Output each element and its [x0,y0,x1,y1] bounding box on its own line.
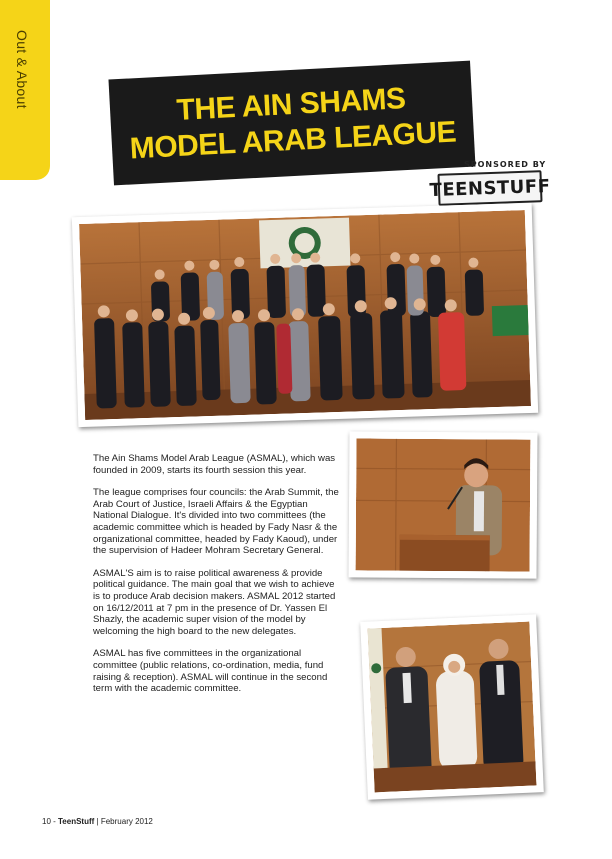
title-line-2: MODEL ARAB LEAGUE [129,115,457,166]
teenstuff-logo: TEENSTUFF [437,170,542,206]
section-tab [0,0,50,180]
article-title-banner [108,61,475,186]
footer-separator: | [94,817,101,826]
page-footer [42,817,153,826]
article-body [93,453,339,706]
page-number: 10 - [42,817,59,826]
speaker-photo [348,431,537,578]
paragraph-4: ASMAL has five committees in the organizational committee (public relations, co-ordination, media, fund raising & reception). ASMAL will continue in the second term with the academic committee. [93,648,328,695]
paragraph-2: The league comprises four councils: the Arab Summit, the Arab Court of Justice, Israeli Affairs & the Egyptian National Dialogue. It's divided into two committees (the academic committee which is headed by Fady Nasr & the organizational committee, headed by Fady Kaoud), under the supervision of Hadeer Mohram Secretary General. [93,487,339,557]
panel-photo [360,614,544,800]
group-photo-image [79,210,531,420]
footer-brand: TeenStuff [58,817,95,826]
sponsored-by-label: SPONSORED BY [464,160,547,169]
speaker-photo-image [356,438,531,571]
group-photo [72,203,538,427]
panel-photo-image [368,622,537,793]
section-label: Out & About [14,30,30,109]
paragraph-3: ASMAL'S aim is to raise political awareness & provide political guidance. The main goal that we wish to achieve is to produce Arab decision makers. ASMAL 2012 started on 16/12/2011 at 7 pm in the presence of Dr. Yassen El Shazly, the academic super vision of the model by welcoming the high board to the new delegates. [93,567,336,637]
footer-date: February 2012 [100,817,153,826]
title-line-1: THE AIN SHAMS [175,82,407,127]
paragraph-1: The Ain Shams Model Arab League (ASMAL), which was founded in 2009, starts its fourth session this year. [93,453,336,476]
